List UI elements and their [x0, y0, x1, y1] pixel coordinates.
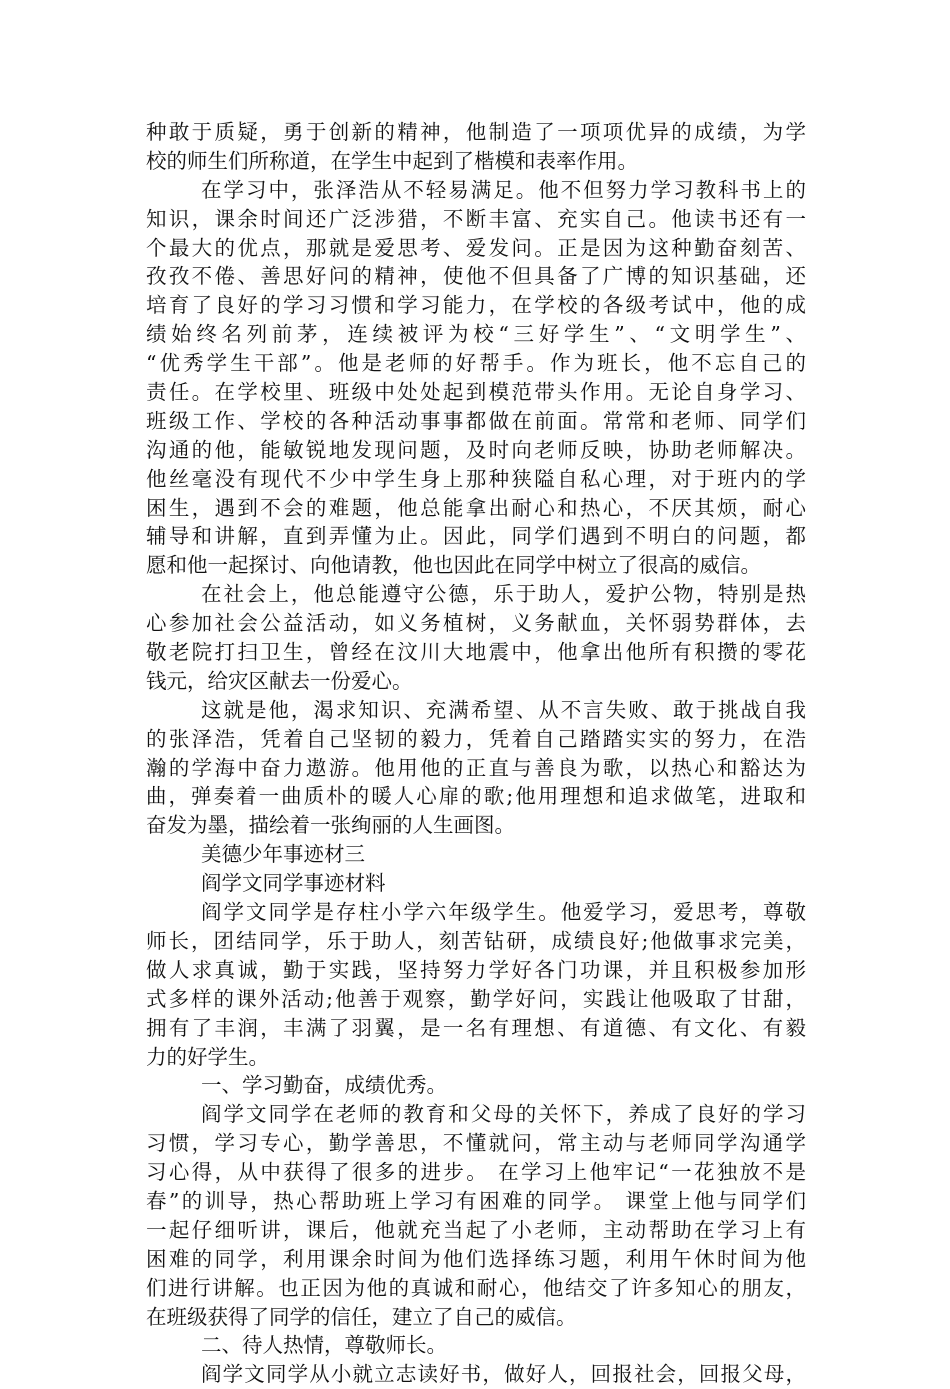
paragraph	[146, 580, 806, 696]
paragraph	[146, 118, 806, 176]
paragraph	[146, 1360, 806, 1389]
text-line: 困生，遇到不会的难题，他总能拿出耐心和热心，不厌其烦，耐心	[146, 495, 806, 520]
text-line: 知识，课余时间还广泛涉猎，不断丰富、充实自己。他读书还有一	[146, 206, 806, 231]
text-line: 力的好学生。	[146, 1044, 269, 1069]
section-heading: 美德少年事迹材三	[201, 842, 365, 867]
text-line: 培育了良好的学习习惯和学习能力，在学校的各级考试中，他的成	[146, 293, 806, 318]
text-line: 拥有了丰润，丰满了羽翼，是一名有理想、有道德、有文化、有毅	[146, 1015, 806, 1040]
text-line: “优秀学生干部”。他是老师的好帮手。作为班长，他不忘自己的	[146, 351, 806, 376]
text-line: 师长，团结同学，乐于助人，刻苦钻研，成绩良好;他做事求完美，	[146, 928, 806, 953]
section-heading: 一、学习勤奋，成绩优秀。	[201, 1073, 447, 1098]
text-line: 钱元，给灾区献去一份爱心。	[146, 668, 413, 693]
paragraph	[146, 898, 806, 1071]
text-line: 一起仔细听讲，课后，他就充当起了小老师，主动帮助在学习上有	[146, 1217, 806, 1242]
section-heading: 阎学文同学事迹材料	[201, 871, 386, 896]
text-line: 在学习中，张泽浩从不轻易满足。他不但努力学习教科书上的	[201, 177, 806, 202]
text-line: 瀚的学海中奋力遨游。他用他的正直与善良为歌，以热心和豁达为	[146, 755, 806, 780]
text-line: 奋发为墨，描绘着一张绚丽的人生画图。	[146, 813, 515, 838]
text-line: 在社会上，他总能遵守公德，乐于助人，爱护公物，特别是热	[201, 582, 806, 607]
text-line: 阎学文同学是存柱小学六年级学生。他爱学习，爱思考，尊敬	[201, 900, 806, 925]
text-line: 的张泽浩，凭着自己坚韧的毅力，凭着自己踏踏实实的努力，在浩	[146, 726, 806, 751]
text-line: 习惯，学习专心，勤学善思，不懂就问，常主动与老师同学沟通学	[146, 1131, 806, 1156]
text-line: 心参加社会公益活动，如义务植树，义务献血，关怀弱势群体，去	[146, 611, 806, 636]
text-line: 们进行讲解。也正因为他的真诚和耐心，他结交了许多知心的朋友，	[146, 1275, 806, 1300]
text-line: 个最大的优点，那就是爱思考、爱发问。正是因为这种勤奋刻苦、	[146, 235, 806, 260]
text-line: 他丝毫没有现代不少中学生身上那种狭隘自私心理，对于班内的学	[146, 466, 806, 491]
section-heading: 二、待人热情，尊敬师长。	[201, 1333, 447, 1358]
text-line: 绩始终名列前茅，连续被评为校“三好学生”、“文明学生”、	[146, 322, 806, 347]
text-line: 阎学文同学从小就立志读好书，做好人，回报社会，回报父母，	[201, 1362, 806, 1387]
text-line: 习心得，从中获得了很多的进步。 在学习上他牢记“一花独放不是	[146, 1160, 806, 1185]
text-line: 曲，弹奏着一曲质朴的暖人心扉的歌;他用理想和追求做笔，进取和	[146, 784, 806, 809]
paragraph	[146, 696, 806, 840]
text-line: 愿和他一起探讨、向他请教，他也因此在同学中树立了很高的威信。	[146, 553, 761, 578]
paragraph	[146, 1100, 806, 1331]
document-page	[146, 118, 806, 1389]
text-line: 阎学文同学在老师的教育和父母的关怀下，养成了良好的学习	[201, 1102, 806, 1127]
text-line: 这就是他，渴求知识、充满希望、从不言失败、敢于挑战自我	[201, 697, 806, 722]
text-line: 校的师生们所称道，在学生中起到了楷模和表率作用。	[146, 148, 638, 173]
text-line: 困难的同学，利用课余时间为他们选择练习题，利用午休时间为他	[146, 1246, 806, 1271]
text-line: 做人求真诚，勤于实践，坚持努力学好各门功课，并且积极参加形	[146, 957, 806, 982]
text-line: 沟通的他，能敏锐地发现问题，及时向老师反映，协助老师解决。	[146, 437, 806, 462]
text-line: 责任。在学校里、班级中处处起到模范带头作用。无论自身学习、	[146, 380, 806, 405]
text-line: 种敢于质疑，勇于创新的精神，他制造了一项项优异的成绩，为学	[146, 120, 806, 144]
text-line: 孜孜不倦、善思好问的精神，使他不但具备了广博的知识基础，还	[146, 264, 806, 289]
paragraph	[146, 176, 806, 580]
text-line: 春”的训导，热心帮助班上学习有困难的同学。 课堂上他与同学们	[146, 1188, 806, 1213]
text-line: 辅导和讲解，直到弄懂为止。因此，同学们遇到不明白的问题，都	[146, 524, 806, 549]
text-line: 式多样的课外活动;他善于观察，勤学好问，实践让他吸取了甘甜，	[146, 986, 806, 1011]
text-line: 班级工作、学校的各种活动事事都做在前面。常常和老师、同学们	[146, 408, 806, 433]
text-line: 敬老院打扫卫生，曾经在汶川大地震中，他拿出他所有积攒的零花	[146, 640, 806, 665]
text-line: 在班级获得了同学的信任，建立了自己的威信。	[146, 1304, 577, 1329]
